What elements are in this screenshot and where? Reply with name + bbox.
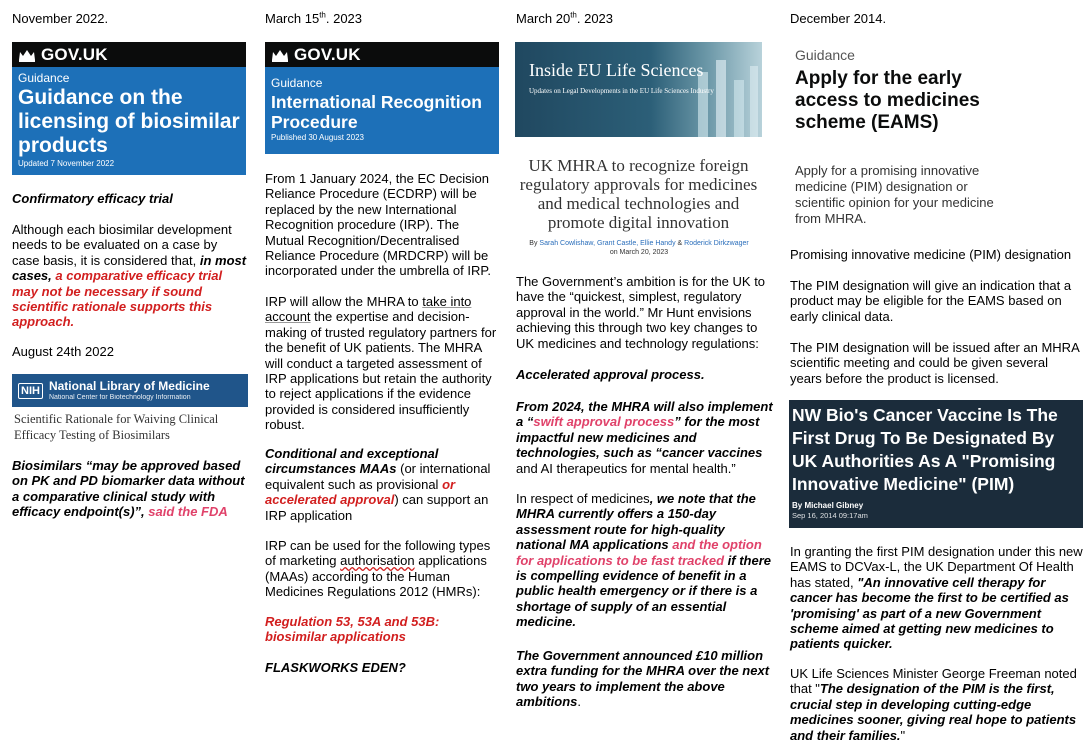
col4-paragraph-4: In granting the first PIM designation under this new EAMS to DCVax-L, the UK Department Of Health has stated, "An innovative cell therapy for cancer has become the first to be certified as 'promising' as part of a new Government scheme aimed at getting new medicines to patients quicker. xyxy=(790,544,1083,652)
col2-paragraph-1: From 1 January 2024, the EC Decision Reliance Procedure (ECDRP) will be replaced by the new International Recognition procedure (IRP). The Mutual Recognition/Decentralised Reliance Procedure (MRDCRP) will be incorporated under the umbrella of IRP. xyxy=(265,171,491,279)
col2-regulation: Regulation 53, 53A and 53B: biosimilar applications xyxy=(265,614,440,645)
nih-nlm-banner[interactable] xyxy=(12,374,248,407)
gov-uk-brand: GOV.UK xyxy=(294,44,361,64)
nih-logo: NIH xyxy=(18,383,43,399)
col4-paragraph-3: The PIM designation will be issued after an MHRA scientific meeting and could be given several years before the product is licensed. xyxy=(790,340,1080,386)
nw-bio-date: Sep 16, 2014 09:17am xyxy=(792,511,868,520)
col1-date-2: August 24th 2022 xyxy=(12,344,114,359)
eu-article-byline: By Sarah Cowlishaw, Grant Castle, Ellie Handy & Roderick Dirkzwager on March 20, 2023 xyxy=(529,240,749,256)
gov-uk-brand: GOV.UK xyxy=(41,44,108,64)
nih-article-title[interactable]: Scientific Rationale for Waiving Clinical Efficacy Testing of Biosimilars xyxy=(14,412,219,442)
col1-paragraph-1: Although each biosimilar development needs to be evaluated on a case by case basis, it is considered that, in most cases, a comparative efficacy trial may not be necessary if sound scientific rationale supports this approach. xyxy=(12,222,247,330)
col2-paragraph-4: IRP can be used for the following types of marketing authorisation applications (MAAs) according to the Human Medicines Regulations 2012 (HMRs): xyxy=(265,538,491,600)
col3-paragraph-4: In respect of medicines, we note that the MHRA currently offers a 150-day assessment route for high-quality national MA applications and the option for applications to be fast tracked if there is compelling evidence of benefit in a public health emergency or if there is a shortage of supply of an essential medicine. xyxy=(516,491,772,630)
col3-paragraph-3: From 2024, the MHRA will also implement a “swift approval process” for the most impactful new medicines and technologies, such as “cancer vaccines and AI therapeutics for mental health.” xyxy=(516,399,773,476)
crown-icon xyxy=(271,48,289,62)
col3-paragraph-5: The Government announced £10 million extra funding for the MHRA over the next two years to implement the above ambitions. xyxy=(516,648,770,710)
col1-fda-quote: Biosimilars “may be approved based on PK and PD biomarker data without a comparative clinical study with efficacy endpoint(s)”, said the FDA xyxy=(12,458,245,520)
gov-uk-header xyxy=(265,42,499,67)
col4-paragraph-1: Promising innovative medicine (PIM) designation xyxy=(790,247,1072,262)
col2-date: March 15th. 2023 xyxy=(265,10,363,26)
guidance-label: Guidance xyxy=(18,71,70,85)
col3-date: March 20th. 2023 xyxy=(516,10,614,26)
gov-uk-banner-irp[interactable] xyxy=(265,42,499,154)
col2-paragraph-2: IRP will allow the MHRA to take into account the expertise and decision-making of trusted regulatory partners for the benefit of UK patients. The MHRA will conduct a targeted assessment of IRP applications but retain the authority to reject applications if the evidence provided is considered insufficiently robust. xyxy=(265,294,497,433)
eams-title[interactable]: Apply for the early access to medicines scheme (EAMS) xyxy=(795,68,980,133)
col4-paragraph-2: The PIM designation will give an indication that a product may be eligible for the EAMS based on early clinical data. xyxy=(790,278,1072,324)
gov-uk-banner-biosimilar[interactable] xyxy=(12,42,246,175)
banner-title: International Recognition Procedure xyxy=(271,92,482,132)
eams-guidance-label: Guidance xyxy=(795,47,855,63)
col1-date: November 2022. xyxy=(12,11,109,26)
col4-date: December 2014. xyxy=(790,11,887,26)
crown-icon xyxy=(18,48,36,62)
eu-article-headline[interactable]: UK MHRA to recognize foreign regulatory approvals for medicines and medical technologies and promote digital innovation xyxy=(519,156,758,232)
col4-paragraph-5: UK Life Sciences Minister George Freeman noted that "The designation of the PIM is the first, crucial step in developing cutting-edge medicines sooner, giving real hope to patients and their families." xyxy=(790,666,1077,743)
author-link-last[interactable]: Roderick Dirkzwager xyxy=(684,240,749,247)
nw-bio-article-banner[interactable] xyxy=(789,400,1083,528)
author-links[interactable]: Sarah Cowlishaw, Grant Castle, Ellie Handy xyxy=(539,240,676,247)
guidance-label: Guidance xyxy=(271,76,323,90)
banner-updated: Updated 7 November 2022 xyxy=(18,159,115,168)
ncbi-name: National Center for Biotechnology Information xyxy=(48,393,191,401)
col1-heading: Confirmatory efficacy trial xyxy=(12,191,173,206)
col2-flaskworks: FLASKWORKS EDEN? xyxy=(265,660,406,675)
gov-uk-header xyxy=(12,42,246,67)
nw-bio-author: By Michael Gibney xyxy=(792,501,864,510)
col3-accelerated: Accelerated approval process. xyxy=(516,367,705,382)
col3-paragraph-1: The Government’s ambition is for the UK to have the “quickest, simplest, regulatory approval in the world.” Mr Hunt envisions achieving this through two key changes to UK medicines and technology regulations: xyxy=(516,274,766,351)
nw-bio-headline: NW Bio's Cancer Vaccine Is The First Drug To Be Designated By UK Authorities As A "Promising Innovative Medicine" (PIM) xyxy=(792,405,1058,494)
eu-banner-title: Inside EU Life Sciences xyxy=(529,60,704,80)
inside-eu-life-sciences-banner[interactable] xyxy=(515,42,762,137)
banner-published: Published 30 August 2023 xyxy=(271,133,364,142)
nlm-name: National Library of Medicine xyxy=(48,378,210,393)
col2-paragraph-3: Conditional and exceptional circumstances MAAs (or international equivalent such as provisional or accelerated approval) can support an IRP application xyxy=(265,446,491,523)
banner-title: Guidance on the licensing of biosimilar products xyxy=(18,86,240,157)
eams-subtitle: Apply for a promising innovative medicine (PIM) designation or scientific opinion for your medicine from MHRA. xyxy=(795,163,994,226)
eu-banner-subtitle: Updates on Legal Developments in the EU Life Sciences Industry xyxy=(529,87,714,95)
